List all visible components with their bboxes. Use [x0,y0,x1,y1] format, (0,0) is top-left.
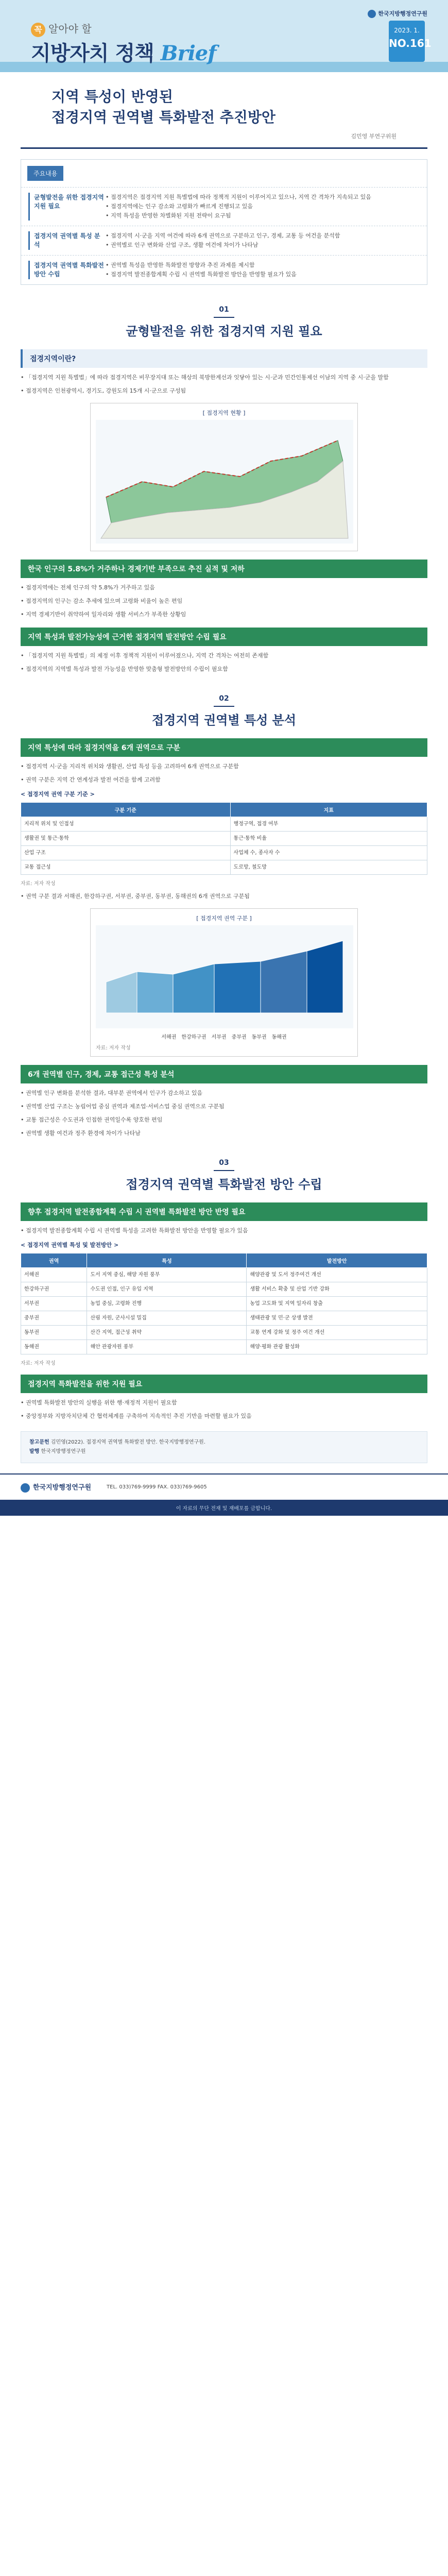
summary-item: • 권역별로 인구 변화와 산업 구조, 생활 여건에 차이가 나타남 [106,241,420,250]
table-cell: 중부권 [21,1311,87,1326]
section-heading-2 [0,694,448,728]
table-source: 자료: 저자 작성 [21,881,56,887]
paragraph-block [21,1226,427,1235]
table-cell: 산업 구조 [21,846,231,860]
table-row [21,860,427,875]
table-cell: 해양·평화 관광 활성화 [247,1340,427,1354]
author: 김민영 부연구위원 [351,133,397,140]
table-cell: 사업체 수, 종사자 수 [230,846,427,860]
copyright: 이 자료의 무단 전재 및 재배포를 금합니다. [0,1500,448,1516]
table-cell: 생태관광 및 민·군 상생 발전 [247,1311,427,1326]
table-cell: 지리적 위치 및 인접성 [21,817,231,832]
bullet-text: • 권역별 산업 구조는 농림어업 중심 권역과 제조업·서비스업 중심 권역으로 구분됨 [21,1102,427,1111]
subheading: 접경지역 특화발전을 위한 지원 필요 [21,1375,427,1393]
table-header: 지표 [230,803,427,817]
summary-key: 접경지역 권역별 특성 분석 [28,231,106,250]
table-cell: 생활권 및 통근·통학 [21,832,231,846]
table-row [21,817,427,832]
paragraph-block [21,892,427,901]
legend-item: 중부권 [231,1035,247,1040]
org-logo-icon [368,10,376,18]
bullet-text: • 권역별 특화발전 방안의 실행을 위한 행·재정적 지원이 필요함 [21,1398,427,1408]
bullet-text: • 접경지역의 지역별 특성과 발전 가능성을 반영한 맞춤형 발전방안의 수립이 필요함 [21,665,427,674]
brand-title [31,37,216,66]
paragraph-block [21,1089,427,1138]
org-name: 한국지방행정연구원 [378,10,427,17]
subheading: 6개 권역별 인구, 경제, 교통 접근성 특성 분석 [21,1065,427,1083]
table-caption: < 접경지역 권역별 특성 및 발전방안 > [21,1242,119,1248]
bullet-text: • 중앙정부와 지방자치단체 간 협력체계를 구축하여 지속적인 추진 기반을 마련할 필요가 있음 [21,1412,427,1421]
section-divider [214,706,234,707]
table-cell: 해양관광 및 도서 정주여건 개선 [247,1268,427,1282]
summary-item: • 접경지역 발전종합계획 수립 시 권역별 특화발전 방안을 반영할 필요가 있음 [106,270,420,279]
table-row [21,1326,427,1340]
summary-item: • 접경지역에는 인구 감소와 고령화가 빠르게 진행되고 있음 [106,202,420,211]
header-banner [0,0,448,72]
section-divider [214,317,234,318]
kicker [31,21,92,37]
issue-number: NO.161 [389,37,432,49]
brand-en: Brief [160,41,216,65]
table-cell: 도서 지역 중심, 해양 자원 풍부 [87,1268,247,1282]
table-cell: 산림 자원, 군사시설 밀집 [87,1311,247,1326]
section-number: 03 [219,1159,229,1167]
bullet-text: • 지역 경제기반이 취약하여 일자리와 생활 서비스가 부족한 상황임 [21,610,427,619]
section-divider [214,1170,234,1171]
issue-badge [389,21,432,62]
brand-ko: 지방자치 정책 [31,42,154,65]
subheading: 지역 특성에 따라 접경지역을 6개 권역으로 구분 [21,738,427,757]
org-logo [368,9,427,18]
region-division-map [90,908,358,1057]
table-cell: 동부권 [21,1326,87,1340]
table-cell: 농업 중심, 고령화 진행 [87,1297,247,1311]
table-caption: < 접경지역 권역 구분 기준 > [21,791,95,798]
border-region-map [90,403,358,551]
korea-border-map-image [96,420,353,544]
summary-key: 접경지역 권역별 특화발전 방안 수립 [28,261,106,279]
subheading: 한국 인구의 5.8%가 거주하나 경제기반 부족으로 추진 실적 및 저하 [21,560,427,578]
summary-item: • 접경지역 시·군을 지역 여건에 따라 6개 권역으로 구분하고 인구, 경제, 교통 등 여건을 분석함 [106,231,420,241]
table-header: 권역 [21,1253,87,1268]
summary-box [21,159,427,285]
ref-text: 한국지방행정연구원 [41,1449,86,1454]
table-cell: 수도권 인접, 인구 유입 지역 [87,1282,247,1297]
section-number: 02 [219,694,229,703]
table-row [21,1282,427,1297]
document-title [21,72,427,149]
table-cell: 서해권 [21,1268,87,1282]
title-line-1: 지역 특성이 반영된 [51,88,173,105]
bullet-text: • 접경지역 시·군을 지리적 위치와 생활권, 산업 특성 등을 고려하여 6개 권역으로 구분함 [21,762,427,771]
map-caption: [ 접경지역 권역 구분 ] [196,915,252,922]
legend-item: 한강하구권 [181,1035,206,1040]
table-row [21,1340,427,1354]
bullet-text: • 접경지역에는 전체 인구의 약 5.8%가 거주하고 있음 [21,583,427,592]
summary-row [21,255,427,284]
section-title: 접경지역 권역별 특성 분석 [151,713,297,727]
table-header: 발전방안 [247,1253,427,1268]
criteria-table [21,802,427,875]
table-cell: 행정구역, 접경 여부 [230,817,427,832]
summary-item: • 지역 특성을 반영한 차별화된 지원 전략이 요구됨 [106,211,420,221]
legend-item: 서해권 [161,1035,177,1040]
summary-key: 균형발전을 위한 접경지역 지원 필요 [28,193,106,221]
summary-item: • 권역별 특성을 반영한 특화발전 방향과 추진 과제를 제시함 [106,261,420,270]
bullet-text: • 권역별 인구 변화를 분석한 결과, 대부분 권역에서 인구가 감소하고 있음 [21,1089,427,1098]
map-source: 자료: 저자 작성 [96,1045,131,1051]
bullet-text: • 권역별 생활 여건과 정주 환경에 차이가 나타남 [21,1129,427,1138]
paragraph-block [21,583,427,619]
title-line-2: 접경지역 권역별 특화발전 추진방안 [51,109,275,126]
map-caption: [ 접경지역 현황 ] [202,410,246,416]
map-legend [96,1032,352,1040]
regional-strategy-table [21,1253,427,1354]
table-cell: 서부권 [21,1297,87,1311]
summary-row [21,226,427,255]
section-number: 01 [219,306,229,314]
summary-item: • 접경지역은 접경지역 지원 특별법에 따라 정책적 지원이 이루어지고 있으나, 지역 간 격차가 지속되고 있음 [106,193,420,202]
table-cell: 교통 접근성 [21,860,231,875]
table-cell: 통근·통학 비율 [230,832,427,846]
table-cell: 생활 서비스 확충 및 산업 기반 강화 [247,1282,427,1297]
footer-contact: TEL. 033)769-9999 FAX. 033)769-9605 [107,1484,207,1490]
summary-row [21,187,427,226]
footer-org: 한국지방행정연구원 [33,1484,92,1492]
legend-item: 동부권 [251,1035,267,1040]
issue-year: 2023. 1. [394,27,420,34]
footer [0,1473,448,1500]
section-heading-1 [0,306,448,339]
table-row [21,1297,427,1311]
reference-box [21,1431,427,1463]
ref-text: 김민영(2022). 접경지역 권역별 특화발전 방안. 한국지방행정연구원. [50,1439,206,1445]
kicker-badge: 꼭 [31,23,45,37]
region-division-map-image [96,925,353,1028]
bullet-text: • 접경지역의 인구는 감소 추세에 있으며 고령화 비율이 높은 편임 [21,597,427,606]
summary-tag: 주요내용 [27,166,63,181]
section-title: 접경지역 권역별 특화발전 방안 수립 [126,1177,322,1192]
paragraph-block [21,373,427,396]
paragraph-block [21,1398,427,1421]
paragraph-block [21,762,427,785]
bullet-text: • 권역 구분 결과 서해권, 한강하구권, 서부권, 중부권, 동부권, 동해권의 6개 권역으로 구분됨 [21,892,427,901]
table-source: 자료: 저자 작성 [21,1361,56,1366]
kicker-text: 알아야 할 [48,23,92,35]
table-header: 특성 [87,1253,247,1268]
table-cell: 농업 고도화 및 지역 일자리 창출 [247,1297,427,1311]
table-cell: 해안 관광자원 풍부 [87,1340,247,1354]
footer-logo [21,1482,91,1493]
table-cell: 한강하구권 [21,1282,87,1297]
subheading: 지역 특성과 발전가능성에 근거한 접경지역 발전방안 수립 필요 [21,628,427,646]
table-row [21,1311,427,1326]
subheading: 향후 접경지역 발전종합계획 수립 시 권역별 특화발전 방안 반영 필요 [21,1202,427,1221]
table-cell: 도로망, 철도망 [230,860,427,875]
footer-logo-icon [21,1483,30,1493]
table-row [21,832,427,846]
subheading: 접경지역이란? [21,349,427,368]
bullet-text: • 권역 구분은 지역 간 연계성과 발전 여건을 함께 고려함 [21,775,427,785]
bullet-text: • 접경지역은 인천광역시, 경기도, 강원도의 15개 시·군으로 구성됨 [21,386,427,396]
bullet-text: • 「접경지역 지원 특별법」의 제정 이후 정책적 지원이 이루어졌으나, 지역 간 격차는 여전히 존재함 [21,651,427,660]
table-cell: 동해권 [21,1340,87,1354]
section-heading-3 [0,1159,448,1192]
ref-key: 참고문헌 [29,1439,49,1445]
bullet-text: • 교통 접근성은 수도권과 인접한 권역일수록 양호한 편임 [21,1115,427,1125]
table-header: 구분 기준 [21,803,231,817]
table-row [21,846,427,860]
paragraph-block [21,651,427,674]
legend-item: 서부권 [211,1035,227,1040]
legend-item: 동해권 [271,1035,287,1040]
table-cell: 산간 지역, 접근성 취약 [87,1326,247,1340]
table-cell: 교통 연계 강화 및 정주 여건 개선 [247,1326,427,1340]
ref-key: 발행 [29,1449,40,1454]
bullet-text: • 「접경지역 지원 특별법」에 따라 접경지역은 비무장지대 또는 해상의 북방한계선과 잇닿아 있는 시·군과 민간인통제선 이남의 지역 중 시·군을 말함 [21,373,427,382]
table-row [21,1268,427,1282]
section-title: 균형발전을 위한 접경지역 지원 필요 [126,324,322,338]
bullet-text: • 접경지역 발전종합계획 수립 시 권역별 특성을 고려한 특화발전 방안을 반영할 필요가 있음 [21,1226,427,1235]
